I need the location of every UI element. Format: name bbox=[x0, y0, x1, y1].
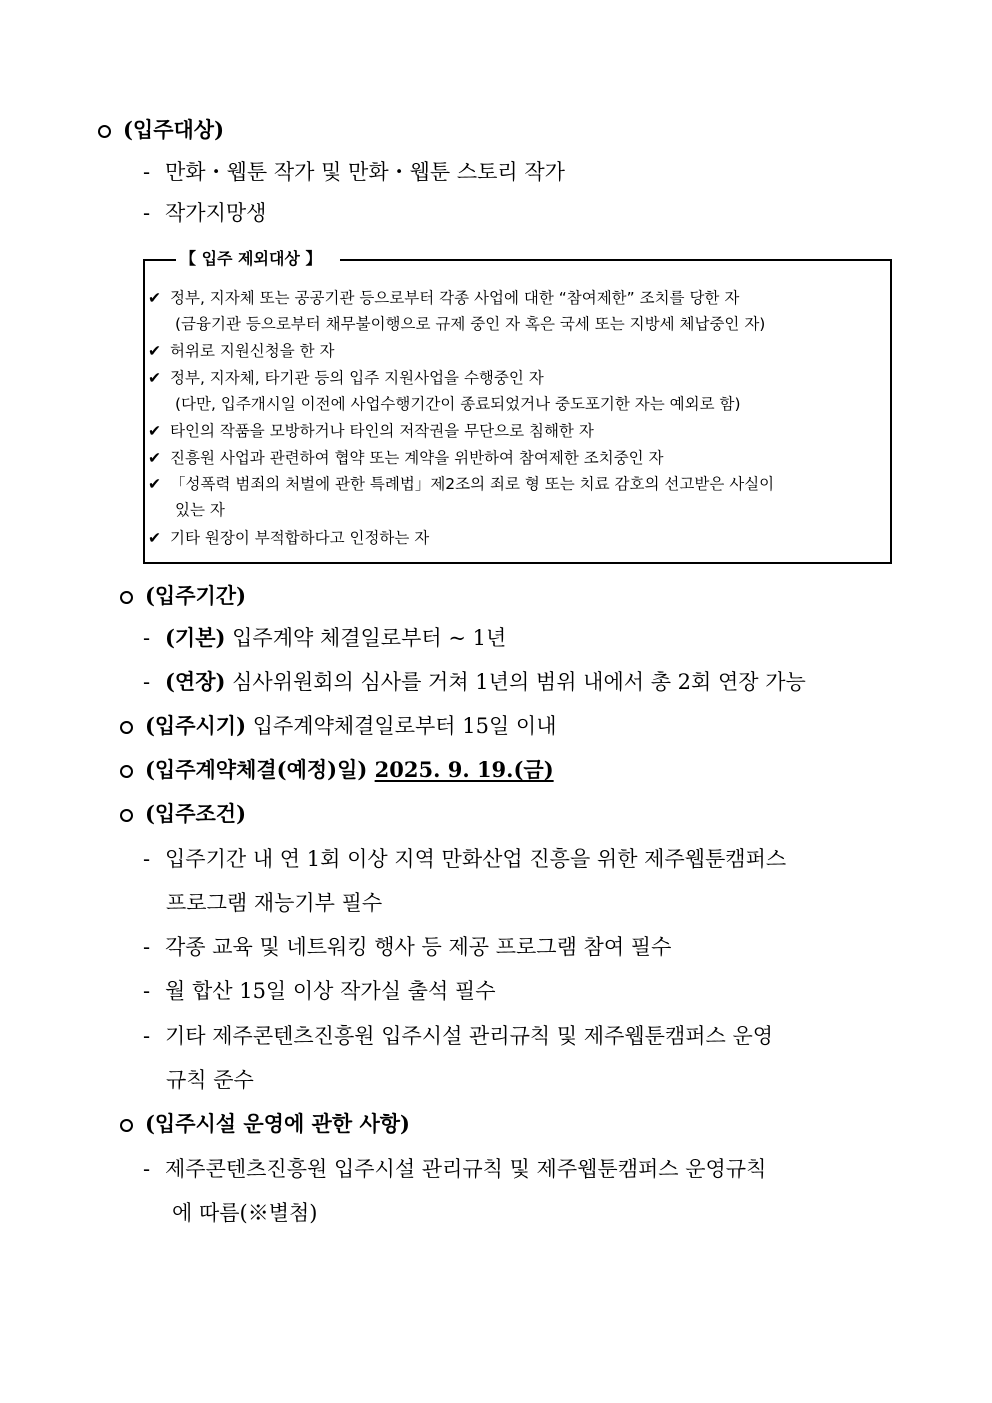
list-item: - 만화・웹툰 작가 및 만화・웹툰 스토리 작가 bbox=[143, 160, 565, 184]
list-item: - (기본) 입주계약 체결일로부터 ~ 1년 bbox=[143, 625, 507, 650]
list-item: - 입주기간 내 연 1회 이상 지역 만화산업 진흥을 위한 제주웹툰캠퍼스 bbox=[143, 847, 787, 871]
list-item: - 월 합산 15일 이상 작가실 출석 필수 bbox=[143, 979, 496, 1003]
list-item: - 각종 교육 및 네트워킹 행사 등 제공 프로그램 참여 필수 bbox=[143, 935, 672, 959]
section-timing: (입주시기) 입주계약체결일로부터 15일 이내 bbox=[120, 711, 557, 741]
section-heading-target: (입주대상) bbox=[98, 115, 224, 145]
exclusion-item: ✔ 허위로 지원신청을 한 자 bbox=[148, 339, 335, 363]
section-heading-period: (입주기간) bbox=[120, 581, 246, 611]
circle-bullet-icon bbox=[120, 591, 133, 604]
exclusion-item: ✔ 타인의 작품을 모방하거나 타인의 저작권을 무단으로 침해한 자 bbox=[148, 419, 594, 443]
box-border bbox=[340, 259, 892, 261]
list-item: - 제주콘텐츠진흥원 입주시설 관리규칙 및 제주웹툰캠퍼스 운영규칙 bbox=[143, 1157, 767, 1181]
section-heading-facility: (입주시설 운영에 관한 사항) bbox=[120, 1109, 410, 1139]
check-icon: ✔ bbox=[148, 369, 161, 387]
exclusion-note: 있는 자 bbox=[175, 501, 225, 519]
circle-bullet-icon bbox=[120, 1119, 133, 1132]
exclusion-item: ✔ 기타 원장이 부적합하다고 인정하는 자 bbox=[148, 526, 429, 550]
list-item: - 작가지망생 bbox=[143, 201, 267, 225]
check-icon: ✔ bbox=[148, 422, 161, 440]
list-item-continuation: 규칙 준수 bbox=[166, 1068, 254, 1092]
exclusion-title: 【 입주 제외대상 】 bbox=[180, 249, 322, 268]
check-icon: ✔ bbox=[148, 475, 161, 493]
exclusion-item: ✔ 진흥원 사업과 관련하여 협약 또는 계약을 위반하여 참여제한 조치중인 자 bbox=[148, 446, 664, 470]
check-icon: ✔ bbox=[148, 529, 161, 547]
box-border bbox=[143, 259, 176, 261]
section-contract-date: (입주계약체결(예정)일) 2025. 9. 19.(금) bbox=[120, 755, 554, 785]
circle-bullet-icon bbox=[98, 125, 111, 138]
contract-date-value: 2025. 9. 19.(금) bbox=[374, 757, 554, 782]
section-heading-conditions: (입주조건) bbox=[120, 799, 246, 829]
circle-bullet-icon bbox=[120, 765, 133, 778]
list-item: - (연장) 심사위원회의 심사를 거쳐 1년의 범위 내에서 총 2회 연장 가능 bbox=[143, 669, 806, 694]
exclusion-note: (금융기관 등으로부터 채무불이행으로 규제 중인 자 혹은 국세 또는 지방세 체납중인 자) bbox=[175, 315, 766, 333]
list-item-continuation: 프로그램 재능기부 필수 bbox=[166, 891, 383, 915]
check-icon: ✔ bbox=[148, 289, 161, 307]
list-item-continuation: 에 따름(※별첨) bbox=[172, 1201, 318, 1225]
exclusion-item: ✔ 정부, 지자체 또는 공공기관 등으로부터 각종 사업에 대한 “참여제한” 조치를 당한 자 bbox=[148, 286, 739, 310]
exclusion-item: ✔ 「성폭력 범죄의 처벌에 관한 특례법」제2조의 죄로 형 또는 치료 감호의 선고받은 사실이 bbox=[148, 472, 774, 496]
circle-bullet-icon bbox=[120, 809, 133, 822]
exclusion-item: ✔ 정부, 지자체, 타기관 등의 입주 지원사업을 수행중인 자 bbox=[148, 366, 544, 390]
circle-bullet-icon bbox=[120, 721, 133, 734]
list-item: - 기타 제주콘텐츠진흥원 입주시설 관리규칙 및 제주웹툰캠퍼스 운영 bbox=[143, 1024, 774, 1048]
check-icon: ✔ bbox=[148, 449, 161, 467]
exclusion-note: (다만, 입주개시일 이전에 사업수행기간이 종료되었거나 중도포기한 자는 예외로 함) bbox=[175, 395, 741, 413]
check-icon: ✔ bbox=[148, 342, 161, 360]
